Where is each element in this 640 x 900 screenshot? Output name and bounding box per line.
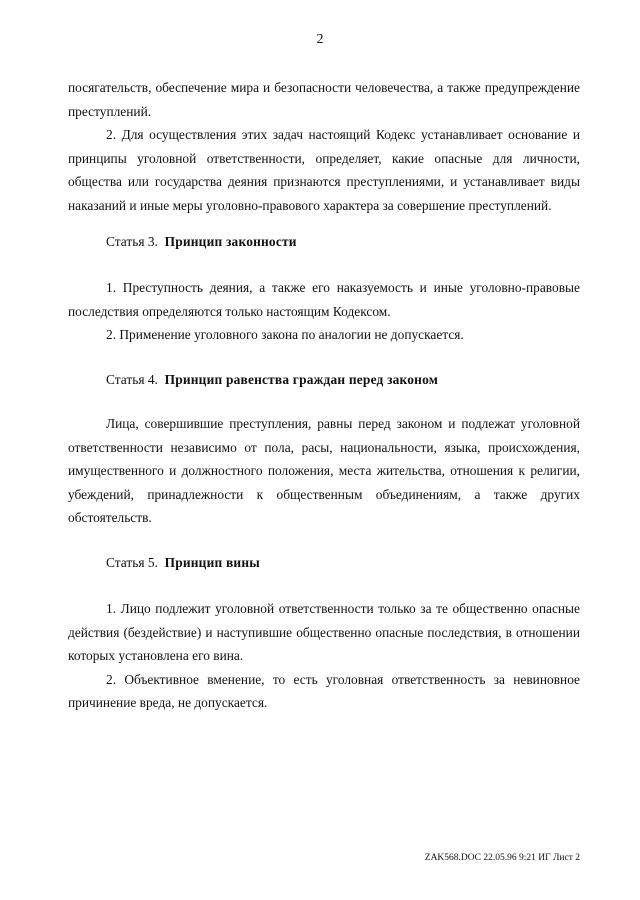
article-3-heading (106, 234, 297, 250)
article-3-title: Принцип законности (164, 234, 297, 249)
document-footer: ZAK568.DOC 22.05.96 9:21 ИГ Лист 2 (424, 853, 580, 863)
article-5-paragraph-2: 2. Объективное вменение, то есть уголовная ответственность за невиновное причинение вреда, не допускается. (68, 671, 580, 710)
article-5-body (68, 597, 580, 715)
intro-section (68, 76, 580, 217)
article-4-heading (106, 372, 438, 388)
article-3-paragraph-2: 2. Применение уголовного закона по аналогии не допускается. (106, 327, 464, 342)
article-4-body (68, 412, 580, 530)
intro-paragraph-2: 2. Для осуществления этих задач настоящий Кодекс устанавливает основание и принципы уголовной ответственности, определяет, какие опасные для личности, общества или государства деяния признаются преступлениями, и устанавливает виды наказаний и иные меры уголовно-правового характера за совершение преступлений. (68, 127, 580, 213)
article-5-label: Статья 5. (106, 555, 158, 570)
article-4-label: Статья 4. (106, 372, 158, 387)
article-3-paragraph-1: 1. Преступность деяния, а также его наказуемость и иные уголовно-правовые последствия определяются только настоящим Кодексом. (68, 280, 580, 319)
article-3-body (68, 276, 580, 347)
page-number: 2 (316, 32, 324, 47)
article-5-heading (106, 555, 260, 571)
article-5-paragraph-1: 1. Лицо подлежит уголовной ответственности только за те общественно опасные действия (бездействие) и наступившие общественно опасные последствия, в отношении которых установлена его вина. (68, 601, 580, 663)
article-5-title: Принцип вины (164, 555, 260, 570)
article-4-paragraph-1: Лица, совершившие преступления, равны перед законом и подлежат уголовной ответственности независимо от пола, расы, национальности, языка, происхождения, имущественного и должностного положения, места жительства, отношения к религии, убеждений, принадлежности к общественным объединениям, а также других обстоятельств. (68, 416, 580, 525)
article-3-label: Статья 3. (106, 234, 158, 249)
intro-paragraph-1: посягательств, обеспечение мира и безопасности человечества, а также предупреждение преступлений. (68, 80, 580, 119)
article-4-title: Принцип равенства граждан перед законом (164, 372, 439, 387)
